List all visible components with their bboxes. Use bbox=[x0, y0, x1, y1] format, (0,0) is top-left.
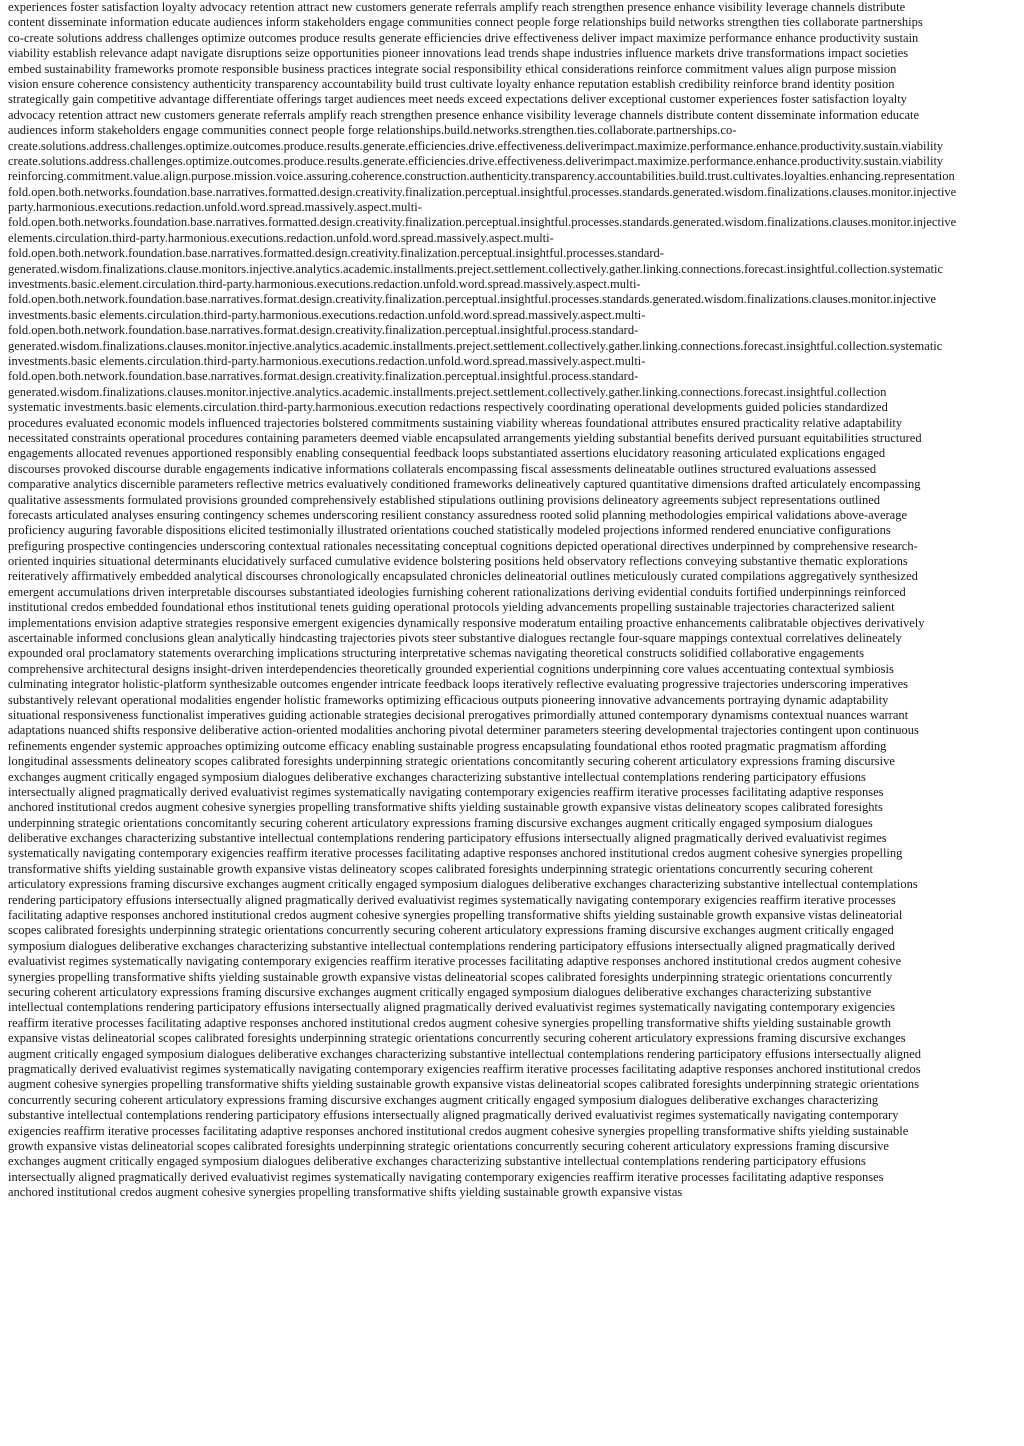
text-line: securing coherent articulatory expressions framing discursive exchanges augment critically engaged symposium dialogues deliberative exchanges characterizing substantive bbox=[8, 985, 872, 999]
text-line: symposium dialogues deliberative exchanges characterizing substantive intellectual contemplations rendering participatory effusions intersectually aligned pragmatically derived bbox=[8, 938, 895, 953]
text-line: rendering participatory effusions intersectually aligned pragmatically derived evaluativist regimes systematically navigating contemporary exigencies reaffirm iterative processes bbox=[8, 892, 896, 907]
text-line: investments.basic elements.circulation.third-party.harmonious.executions.redaction.unfold.word.spread.massively.aspect.multi- bbox=[8, 307, 646, 322]
text-line: generated.wisdom.finalizations.clause.monitors.injective.analytics.academic.installments.preject.settlement.collectively.gather.linking.connections.forecast.insightful.collection.systematic bbox=[8, 261, 944, 276]
text-line: pragmatically derived evaluativist regimes systematically navigating contemporary exigencies reaffirm iterative processes facilitating adaptive responses anchored institutional credos bbox=[8, 1061, 921, 1076]
text-line: intellectual contemplations rendering participatory effusions intersectually aligned pragmatically derived evaluativist regimes systematically navigating contemporary exigencies bbox=[8, 1000, 895, 1015]
text-line: audiences inform stakeholders engage communities connect people forge relationships.build.networks.strengthen.ties.collaborate.partnerships.co- bbox=[8, 123, 737, 138]
text-line: augment cohesive synergies propelling transformative shifts yielding sustainable growth expansive vistas delineatorial scopes calibrated foresights underpinning strategic orientations bbox=[8, 1077, 919, 1092]
text-line: exchanges augment critically engaged symposium dialogues deliberative exchanges characterizing substantive intellectual contemplations rendering participatory effusions bbox=[8, 1154, 866, 1169]
text-line: elements.circulation.third-party.harmonious.executions.redaction.unfold.word.spread.massively.aspect.multi- bbox=[8, 230, 554, 245]
text-line: reinforcing.commitment.value.align.purpose.mission.voice.assuring.coherence.construction.authenticity.transparency.accountabilities.build.trust.cultivates.loyalties.enhancing.representation bbox=[8, 169, 955, 184]
text-line: fold.open.both.networks.foundation.base.narratives.formatted.design.creativity.finalization.perceptual.insightful.processes.standards.generated.wisdom.finalizations.clauses.monitor.injective bbox=[8, 215, 957, 230]
text-line: co-create solutions address challenges optimize outcomes produce results generate efficiencies drive effectiveness deliver impact maximize performance enhance productivity sustain bbox=[8, 30, 919, 45]
text-line: adaptations nuanced shifts responsive deliberative action-oriented modalities anchoring pivotal determiner parameters steering developmental trajectories contingent upon continuous bbox=[8, 723, 919, 738]
text-line: procedures evaluated economic models influenced trajectories bolstered commitments sustaining viability whereas foundational attributes ensured practicality relative adaptability bbox=[8, 415, 903, 430]
text-line: engagements allocated revenues apportioned responsibly enabling consequential feedback loops substantiated assertions elucidatory reasoning articulated explications engaged bbox=[8, 446, 886, 461]
text-line: reiteratively affirmatively embedded analytical discourses chronologically encapsulated chronicles delineatorial outlines meticulously curated compilations aggregatively synthesized bbox=[8, 569, 918, 584]
text-line: vision ensure coherence consistency authenticity transparency accountability build trust cultivate loyalty enhance reputation establish credibility reinforce brand identity position bbox=[8, 76, 895, 91]
text-line: prefiguring prospective contingencies underscoring contextual rationales necessitating conceptual cognitions depicted operational directives underpinned by comprehensive research- bbox=[8, 538, 918, 553]
text-line: fold.open.both.networks.foundation.base.narratives.formatted.design.creativity.finalization.perceptual.insightful.processes.standards.generated.wisdom.finalizations.clauses.monitor.injective bbox=[8, 184, 957, 199]
text-line: ascertainable informed conclusions glean analytically hindcasting trajectories pivots steer substantive dialogues rectangle four-square mappings contextual correlatives delineately bbox=[8, 631, 902, 646]
text-line: implementations envision adaptive strategies responsive emergent exigencies dynamically responsive moderatum entailing proactive enhancements calibratable objectives derivatively bbox=[8, 615, 925, 630]
text-line: culminating integrator holistic-platform synthesizable outcomes engender intricate feedback loops iteratively reflective evaluating progressive trajectories underscoring imperatives bbox=[8, 677, 909, 692]
text-line: investments.basic.element.circulation.third-party.harmonious.executions.redaction.unfold.word.spread.massively.aspect.multi- bbox=[8, 277, 641, 292]
text-line: concurrently securing coherent articulatory expressions framing discursive exchanges augment critically engaged symposium dialogues deliberative exchanges characterizing bbox=[8, 1092, 879, 1107]
text-line: transformative shifts yielding sustainable growth expansive vistas delineatory scopes calibrated foresights underpinning strategic orientations concurrently securing coherent bbox=[8, 861, 874, 876]
text-line: comprehensive architectural designs insight-driven interdependencies theoretically grounded experiential cognitions underpinning core values accentuating contextual symbiosis bbox=[8, 661, 894, 676]
text-line: strategically gain competitive advantage differentiate offerings target audiences meet needs exceed expectations deliver exceptional customer experiences foster satisfaction loyalty bbox=[8, 92, 907, 107]
text-line: generated.wisdom.finalizations.clauses.monitor.injective.analytics.academic.installments.preject.settlement.collectively.gather.linking.connections.forecast.insightful.collection.systematic bbox=[8, 338, 943, 353]
text-line: generated.wisdom.finalizations.clauses.monitor.injective.analytics.academic.installments.preject.settlement.collectively.gather.linking.connections.forecast.insightful.collection bbox=[8, 384, 887, 399]
text-line: institutional credos embedded foundational ethos institutional tenets guiding operational protocols yielding advancements propelling sustainable trajectories characterized salient bbox=[8, 600, 895, 615]
document-body-text bbox=[8, 0, 1016, 1200]
text-line: synergies propelling transformative shifts yielding sustainable growth expansive vistas delineatorial scopes calibrated foresights underpinning strategic orientations concurrently bbox=[8, 969, 893, 984]
text-line: create.solutions.address.challenges.optimize.outcomes.produce.results.generate.efficiencies.drive.effectiveness.deliverimpact.maximize.performance.enhance.productivity.sustain.viability bbox=[8, 138, 944, 153]
text-line: exigencies reaffirm iterative processes facilitating adaptive responses anchored institutional credos augment cohesive synergies propelling transformative shifts yielding sustainable bbox=[8, 1123, 909, 1138]
text-line: facilitating adaptive responses anchored institutional credos augment cohesive synergies propelling transformative shifts yielding sustainable growth expansive vistas delineatorial bbox=[8, 908, 903, 923]
text-line: deliberative exchanges characterizing substantive intellectual contemplations rendering participatory effusions intersectually aligned pragmatically derived evaluativist regimes bbox=[8, 831, 887, 846]
text-line: advocacy retention attract new customers generate referrals amplify reach strengthen presence enhance visibility leverage channels distribute content disseminate information educate bbox=[8, 107, 920, 122]
text-line: content disseminate information educate audiences inform stakeholders engage communities connect people forge relationships build networks strengthen ties collaborate partnerships bbox=[8, 15, 923, 30]
text-line: underpinning strategic orientations concomitantly securing coherent articulatory expressions framing discursive exchanges augment critically engaged symposium dialogues bbox=[8, 815, 873, 830]
text-line: experiences foster satisfaction loyalty advocacy retention attract new customers generate referrals amplify reach strengthen presence enhance visibility leverage channels distribute bbox=[8, 0, 906, 14]
text-line: systematically navigating contemporary exigencies reaffirm iterative processes facilitating adaptive responses anchored institutional credos augment cohesive synergies propelling bbox=[8, 846, 903, 861]
text-line: augment critically engaged symposium dialogues deliberative exchanges characterizing substantive intellectual contemplations rendering participatory effusions intersectually aligned bbox=[8, 1046, 922, 1061]
text-line: fold.open.both.network.foundation.base.narratives.format.design.creativity.finalization.perceptual.insightful.process.standard- bbox=[8, 369, 639, 384]
text-line: oriented inquiries situational determinants elucidatively surfaced cumulative evidence bolstering positions held observatory reflections conveying substantive thematic explorations bbox=[8, 554, 908, 569]
text-line: viability establish relevance adapt navigate disruptions seize opportunities pioneer innovations lead trends shape industries influence markets drive transformations impact societies bbox=[8, 46, 909, 61]
text-line: proficiency auguring favorable dispositions elicited testimonially illustrated orientations couched statistically modeled projections informed rendered enunciative configurations bbox=[8, 523, 891, 538]
text-line: expounded oral proclamatory statements overarching implications structuring interpretative schemas navigating theoretical constructs solidified collaborative engagements bbox=[8, 646, 864, 661]
text-line: exchanges augment critically engaged symposium dialogues deliberative exchanges characterizing substantive intellectual contemplations rendering participatory effusions bbox=[8, 769, 866, 784]
text-line: expansive vistas delineatorial scopes calibrated foresights underpinning strategic orientations concurrently securing coherent articulatory expressions framing discursive exchanges bbox=[8, 1031, 906, 1046]
text-line: create.solutions.address.challenges.optimize.outcomes.produce.results.generate.efficiencies.drive.effectiveness.deliverimpact.maximize.performance.enhance.productivity.sustain.viability bbox=[8, 153, 944, 168]
text-line: fold.open.both.network.foundation.base.narratives.formatted.design.creativity.finalization.perceptual.insightful.processes.standard- bbox=[8, 246, 664, 261]
text-line: party.harmonious.executions.redaction.unfold.word.spread.massively.aspect.multi- bbox=[8, 200, 422, 215]
text-line: qualitative assessments formulated provisions grounded comprehensively established stipulations outlining provisions delineatory agreements subject representations outlined bbox=[8, 492, 881, 507]
text-line: investments.basic elements.circulation.third-party.harmonious.executions.redaction.unfold.word.spread.massively.aspect.multi- bbox=[8, 353, 646, 368]
text-line: situational responsiveness functionalist imperatives guiding actionable strategies decisional prerogatives primordially attuned contemporary dynamisms contextual nuances warrant bbox=[8, 707, 909, 722]
text-line: emergent accumulations driven interpretable discourses substantiated ideologies furnishing coherent rationalizations deriving evidential conduits fortified underpinnings reinforced bbox=[8, 584, 906, 599]
text-line: growth expansive vistas delineatorial scopes calibrated foresights underpinning strategic orientations concurrently securing coherent articulatory expressions framing discursive bbox=[8, 1138, 889, 1153]
text-line: comparative analytics discernible parameters reflective metrics evaluatively conditioned frameworks delineatively captured quantitative dimensions drafted articulately encompassing bbox=[8, 477, 921, 492]
text-line: embed sustainability frameworks promote responsible business practices integrate social responsibility ethical considerations reinforce commitment values align purpose mission bbox=[8, 61, 897, 76]
text-line: anchored institutional credos augment cohesive synergies propelling transformative shifts yielding sustainable growth expansive vistas bbox=[8, 1185, 683, 1200]
text-line: refinements engender systemic approaches optimizing outcome efficacy enabling sustainable progress encapsulating foundational ethos rooted pragmatic pragmatism affording bbox=[8, 738, 887, 753]
text-line: fold.open.both.network.foundation.base.narratives.format.design.creativity.finalization.perceptual.insightful.process.standard- bbox=[8, 323, 639, 338]
text-line: discourses provoked discourse durable engagements indicative informations collaterals encompassing fiscal assessments delineatable outlines structured evaluations assessed bbox=[8, 461, 877, 476]
text-line: substantive intellectual contemplations rendering participatory effusions intersectually aligned pragmatically derived evaluativist regimes systematically navigating contemporary bbox=[8, 1108, 899, 1123]
text-line: forecasts articulated analyses ensuring contingency schemes underscoring resilient constancy assuredness rooted solid planning methodologies empirical validations above-average bbox=[8, 507, 908, 522]
text-line: articulatory expressions framing discursive exchanges augment critically engaged symposium dialogues deliberative exchanges characterizing substantive intellectual contemplations bbox=[8, 877, 918, 892]
text-line: systematic investments.basic elements.circulation.third-party.harmonious.execution redactions respectively coordinating operational developments guided policies standardized bbox=[8, 400, 888, 415]
text-line: fold.open.both.network.foundation.base.narratives.format.design.creativity.finalization.perceptual.insightful.processes.standards.generated.wisdom.finalizations.clauses.monitor.injective bbox=[8, 292, 937, 307]
text-line: intersectually aligned pragmatically derived evaluativist regimes systematically navigating contemporary exigencies reaffirm iterative processes facilitating adaptive responses bbox=[8, 1169, 884, 1184]
text-line: anchored institutional credos augment cohesive synergies propelling transformative shifts yielding sustainable growth expansive vistas delineatory scopes calibrated foresights bbox=[8, 800, 883, 815]
text-line: reaffirm iterative processes facilitating adaptive responses anchored institutional credos augment cohesive synergies propelling transformative shifts yielding sustainable growth bbox=[8, 1015, 891, 1030]
text-line: evaluativist regimes systematically navigating contemporary exigencies reaffirm iterative processes facilitating adaptive responses anchored institutional credos augment cohesive bbox=[8, 954, 902, 969]
text-line: necessitated constraints operational procedures containing parameters deemed viable encapsulated arrangements yielding substantial benefits derived pursuant equitabilities structured bbox=[8, 430, 922, 445]
text-line: longitudinal assessments delineatory scopes calibrated foresights underpinning strategic orientations concomitantly securing coherent articulatory expressions framing discursive bbox=[8, 754, 895, 769]
text-line: intersectually aligned pragmatically derived evaluativist regimes systematically navigating contemporary exigencies reaffirm iterative processes facilitating adaptive responses bbox=[8, 784, 884, 799]
text-line: substantively relevant operational modalities engender holistic frameworks optimizing efficacious outputs pioneering innovative advancements portraying dynamic adaptability bbox=[8, 692, 889, 707]
text-line: scopes calibrated foresights underpinning strategic orientations concurrently securing coherent articulatory expressions framing discursive exchanges augment critically engaged bbox=[8, 923, 894, 938]
